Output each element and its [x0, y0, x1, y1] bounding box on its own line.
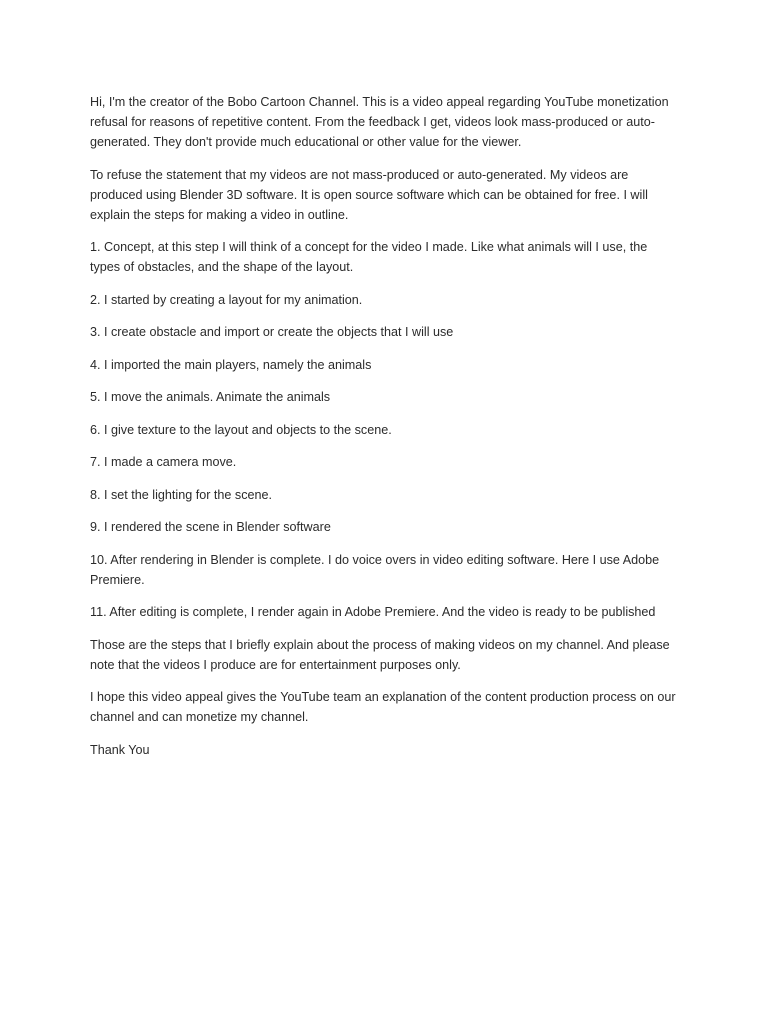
refusal-paragraph: To refuse the statement that my videos are not mass-produced or auto-generated. My videos are produced using Blender 3D software. It is open source software which can be obtained for free. I will explain the steps for making a video in outline.	[90, 167, 652, 222]
summary-paragraph: Those are the steps that I briefly explain about the process of making videos on my channel. And please note that the videos I produce are for entertainment purposes only.	[90, 637, 674, 672]
step-9-paragraph: 9. I rendered the scene in Blender software	[90, 520, 331, 534]
intro-paragraph: Hi, I'm the creator of the Bobo Cartoon Channel. This is a video appeal regarding YouTube monetization refusal for reasons of repetitive content. From the feedback I get, videos look mass-produced or auto-generated. They don't provide much educational or other value for the viewer.	[90, 95, 673, 149]
step-7-paragraph: 7. I made a camera move.	[90, 455, 237, 469]
step-1-paragraph: 1. Concept, at this step I will think of a concept for the video I made. Like what animals will I use, the types of obstacles, and the shape of the layout.	[90, 240, 651, 274]
step-10-paragraph: 10. After rendering in Blender is complete. I do voice overs in video editing software. Here I use Adobe Premiere.	[90, 552, 663, 587]
step-4-paragraph: 4. I imported the main players, namely the animals	[90, 357, 372, 372]
step-3-paragraph: 3. I create obstacle and import or create the objects that I will use	[90, 325, 454, 339]
step-2-paragraph: 2. I started by creating a layout for my animation.	[90, 292, 363, 307]
document-body	[90, 92, 680, 772]
sign-off: Thank You	[90, 742, 150, 757]
step-5-paragraph: 5. I move the animals. Animate the animals	[90, 390, 331, 404]
step-11-paragraph: 11. After editing is complete, I render again in Adobe Premiere. And the video is ready to be published	[90, 605, 656, 619]
closing-paragraph: I hope this video appeal gives the YouTube team an explanation of the content production process on our channel and can monetize my channel.	[90, 690, 680, 724]
step-8-paragraph: 8. I set the lighting for the scene.	[90, 487, 273, 502]
step-6-paragraph: 6. I give texture to the layout and objects to the scene.	[90, 422, 392, 437]
